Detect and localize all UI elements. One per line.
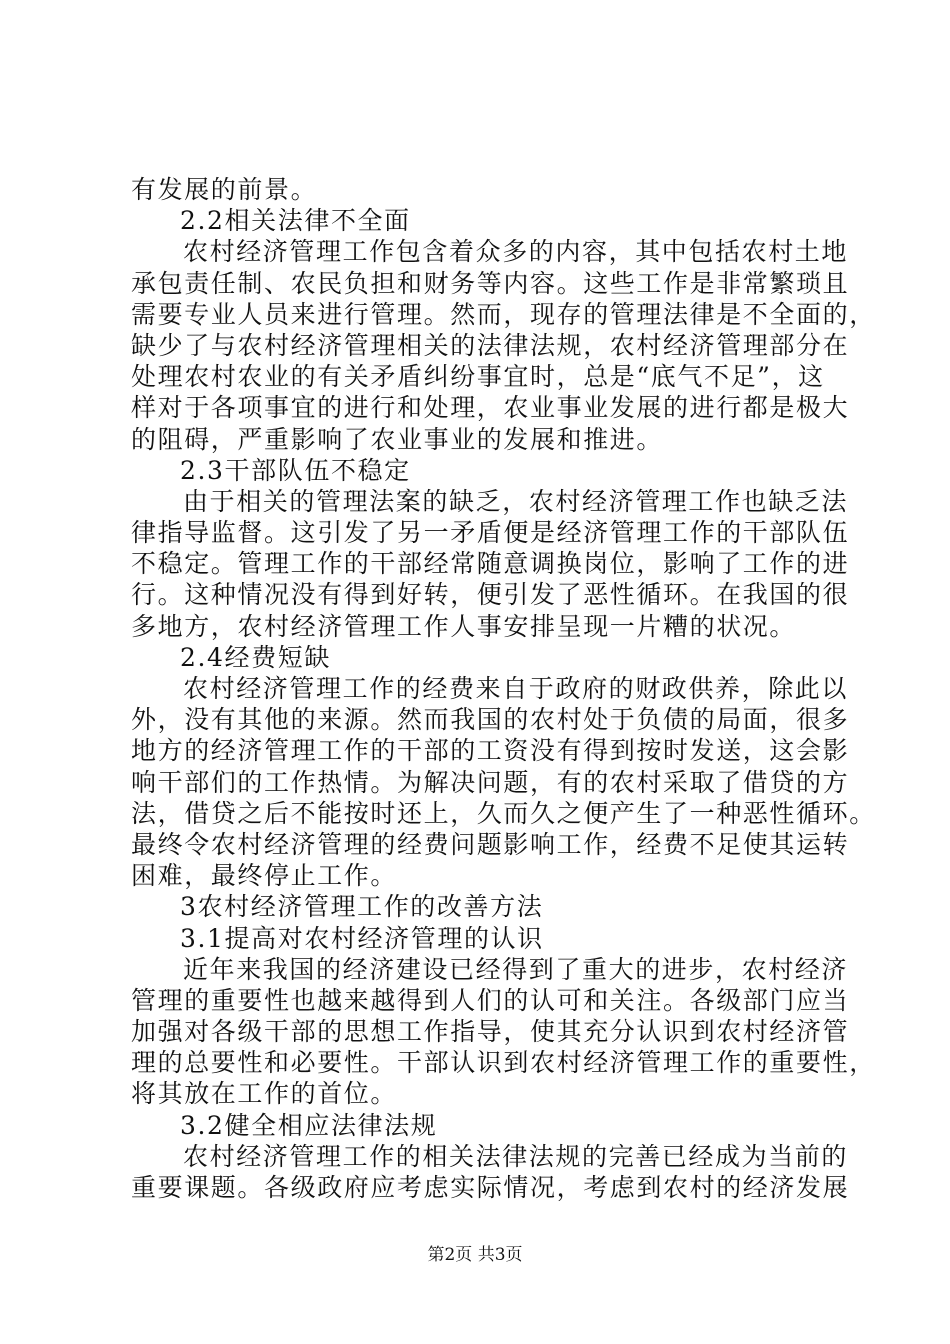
body-text-line: 多地方，农村经济管理工作人事安排呈现一片糟的状况。 xyxy=(131,611,797,641)
section-heading: 2.3干部队伍不稳定 xyxy=(180,455,411,485)
body-text-line: 理的总要性和必要性。干部认识到农村经济管理工作的重要性， xyxy=(131,1048,876,1078)
paragraph-first-line: 农村经济管理工作的相关法律法规的完善已经成为当前的 xyxy=(183,1141,849,1171)
paragraph-first-line: 近年来我国的经济建设已经得到了重大的进步，农村经济 xyxy=(183,954,849,984)
paragraph-first-line: 农村经济管理工作包含着众多的内容，其中包括农村土地 xyxy=(183,237,849,267)
section-heading: 3.2健全相应法律法规 xyxy=(180,1110,438,1140)
section-heading: 2.4经费短缺 xyxy=(180,642,331,672)
body-text-line: 将其放在工作的首位。 xyxy=(131,1079,398,1109)
body-text-line: 需要专业人员来进行管理。然而，现存的管理法律是不全面的， xyxy=(131,299,876,329)
body-text-line: 响干部们的工作热情。为解决问题，有的农村采取了借贷的方 xyxy=(131,767,850,797)
body-text-line: 重要课题。各级政府应考虑实际情况，考虑到农村的经济发展 xyxy=(131,1173,850,1202)
paragraph-first-line: 农村经济管理工作的经费来自于政府的财政供养，除此以 xyxy=(183,674,849,703)
body-text-line: 样对于各项事宜的进行和处理，农业事业发展的进行都是极大 xyxy=(131,393,850,423)
body-text-line: 法，借贷之后不能按时还上，久而久之便产生了一种恶性循环。 xyxy=(131,798,876,828)
body-text-line: 最终令农村经济管理的经费问题影响工作，经费不足使其运转 xyxy=(131,829,850,859)
section-heading: 3.1提高对农村经济管理的认识 xyxy=(180,923,544,953)
body-text-line: 困难，最终停止工作。 xyxy=(131,861,398,891)
body-text-line: 律指导监督。这引发了另一矛盾便是经济管理工作的干部队伍 xyxy=(131,518,850,548)
body-text-line: 的阻碍，严重影响了农业事业的发展和推进。 xyxy=(131,424,664,454)
body-text-line: 有发展的前景。 xyxy=(131,175,318,204)
body-text-line: 外，没有其他的来源。然而我国的农村处于负债的局面，很多 xyxy=(131,705,850,735)
body-text-line: 行。这种情况没有得到好转，便引发了恶性循环。在我国的很 xyxy=(131,580,850,610)
document-body xyxy=(131,174,876,1203)
section-heading: 3农村经济管理工作的改善方法 xyxy=(180,892,544,922)
body-text-line: 不稳定。管理工作的干部经常随意调换岗位，影响了工作的进 xyxy=(131,549,850,579)
body-text-line: 管理的重要性也越来越得到人们的认可和关注。各级部门应当 xyxy=(131,985,850,1015)
body-text-line: 缺少了与农村经济管理相关的法律法规，农村经济管理部分在 xyxy=(131,330,850,360)
body-text-line: 处理农村农业的有关矛盾纠纷事宜时，总是“底气不足”，这 xyxy=(131,362,825,392)
paragraph-first-line: 由于相关的管理法案的缺乏，农村经济管理工作也缺乏法 xyxy=(183,486,849,516)
body-text-line: 地方的经济管理工作的干部的工资没有得到按时发送，这会影 xyxy=(131,736,850,766)
section-heading: 2.2相关法律不全面 xyxy=(180,206,411,236)
body-text-line: 加强对各级干部的思想工作指导，使其充分认识到农村经济管 xyxy=(131,1017,850,1047)
page-footer: 第2页 共3页 xyxy=(427,1245,523,1265)
body-text-line: 承包责任制、农民负担和财务等内容。这些工作是非常繁琐且 xyxy=(131,268,850,298)
